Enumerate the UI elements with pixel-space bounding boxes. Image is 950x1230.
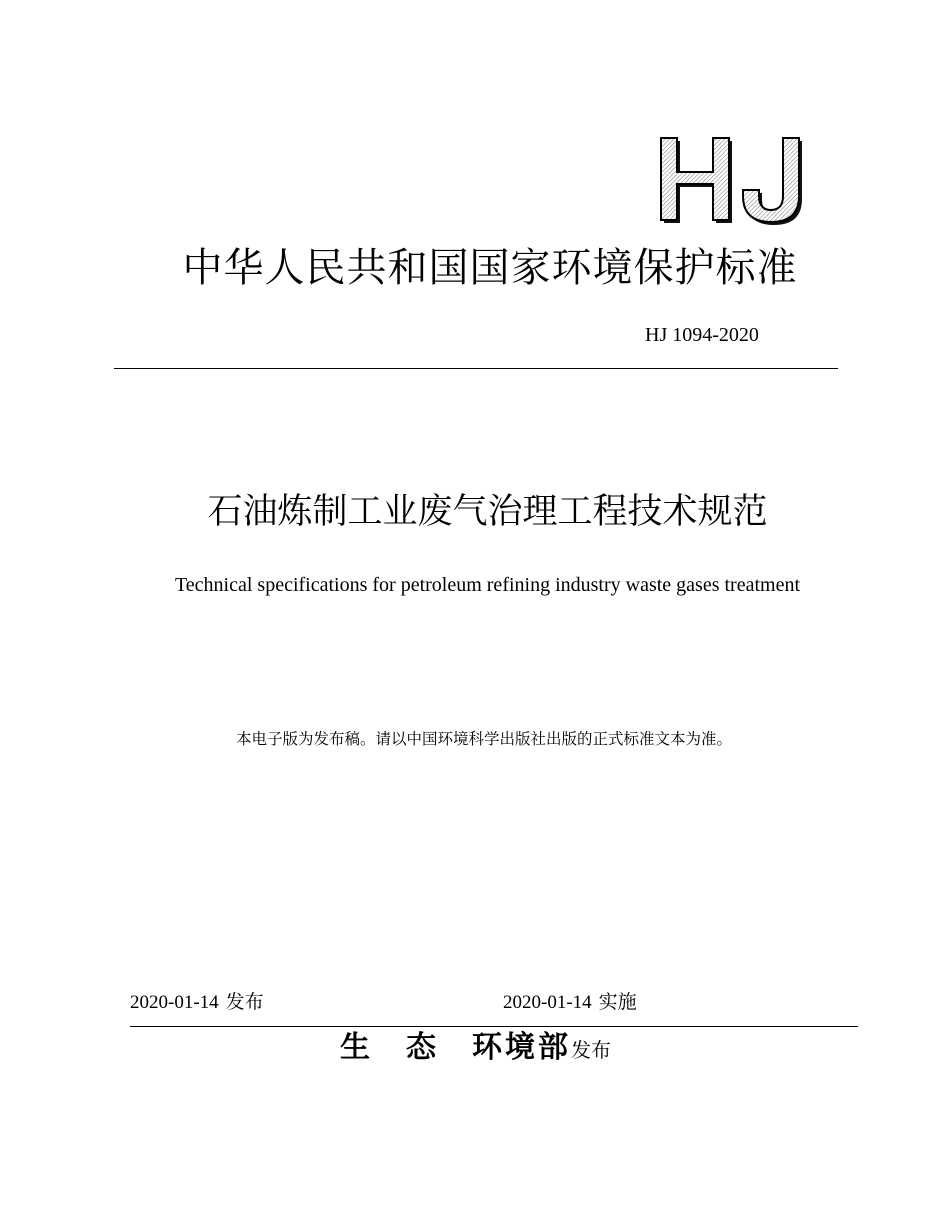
implement-label: 实施 [598,991,637,1013]
header-divider [114,368,838,369]
publish-date: 2020-01-14 [130,992,219,1013]
publish-date-line [130,990,264,1015]
edition-notice: 本电子版为发布稿。请以中国环境科学出版社出版的正式标准文本为准。 [235,730,732,748]
implement-date-line [503,990,637,1015]
footer-divider [130,1026,858,1027]
document-title-chinese: 石油炼制工业废气治理工程技术规范 [207,492,768,532]
national-standard-title: 中华人民共和国国家环境保护标准 [182,245,798,291]
issuer-suffix: 发布 [571,1038,611,1062]
implement-date: 2020-01-14 [503,992,592,1013]
publish-label: 发布 [225,991,264,1013]
issuer-line [340,1028,611,1072]
document-title-english: Technical specifications for petroleum refining industry waste gases treatment [174,574,801,596]
standard-number: HJ 1094-2020 [645,324,759,346]
issuer-organization: 生 态 环境部 [340,1030,571,1065]
hj-logo [655,132,815,228]
